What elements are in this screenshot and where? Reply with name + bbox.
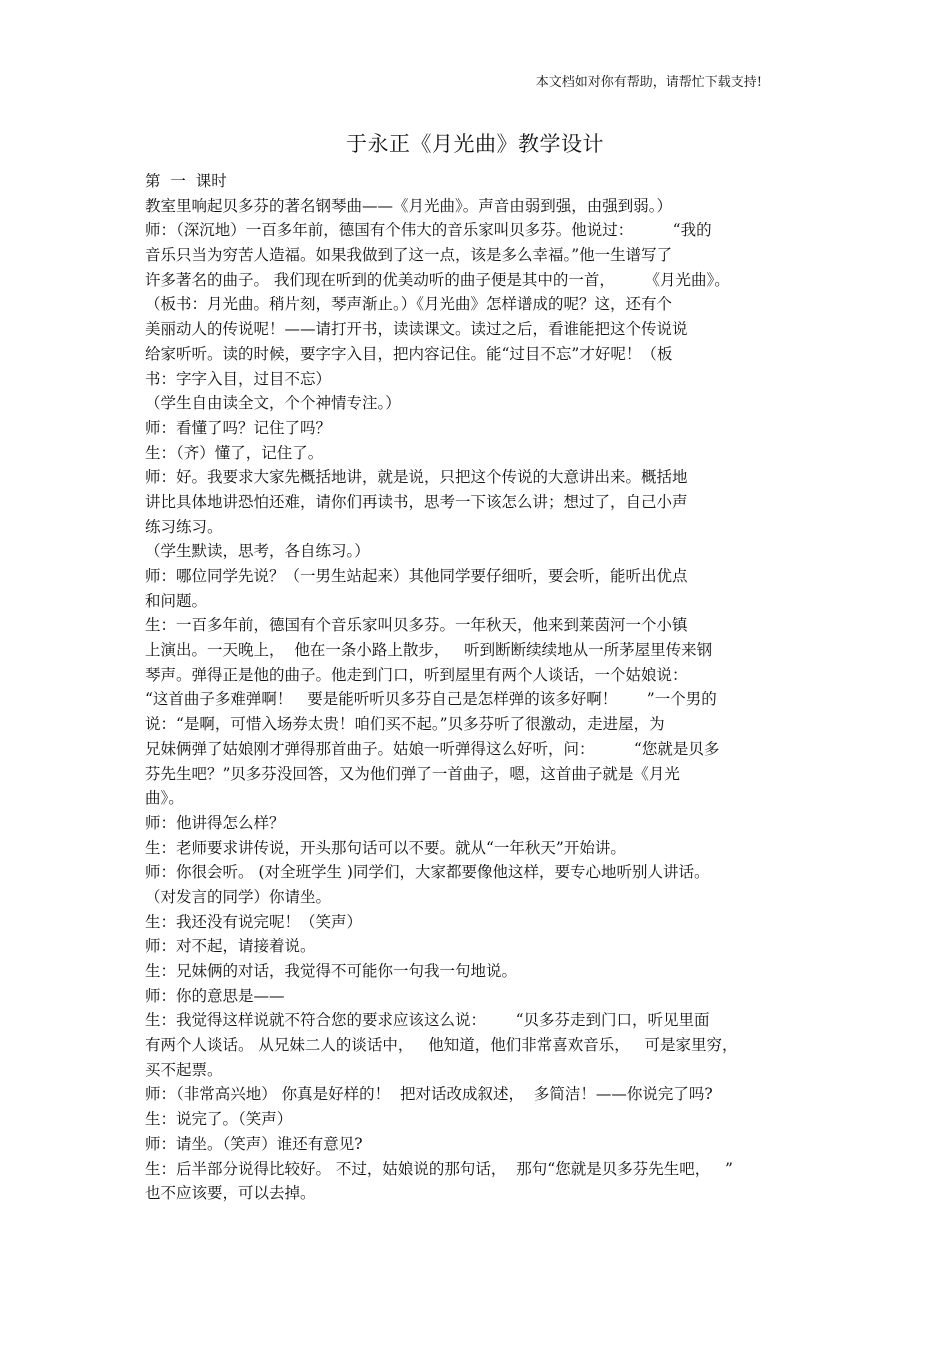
document-title: 于永正《月光曲》教学设计: [346, 132, 604, 156]
text-line: 师：好。我要求大家先概括地讲，就是说，只把这个传说的大意讲出来。概括地: [145, 468, 688, 487]
text-line: 给家听听。读的时候，要字字入目，把内容记住。能“过目不忘”才好呢！（板: [145, 344, 673, 363]
document-body: [145, 169, 815, 1206]
text-line: 生：（齐）懂了，记住了。: [145, 443, 324, 462]
text-line: 教室里响起贝多芬的著名钢琴曲——《月光曲》。声音由弱到强，由强到弱。）: [145, 196, 673, 215]
text-line: 生：后半部分说得比较好。 不过，姑娘说的那句话， 那句“您就是贝多芬先生吧， ”: [145, 1159, 733, 1178]
text-line: 琴声。弹得正是他的曲子。他走到门口，听到屋里有两个人谈话，一个姑娘说：: [145, 665, 688, 684]
text-line: （学生默读，思考，各自练习。）: [145, 542, 370, 561]
text-line: 生：说完了。（笑声）: [145, 1110, 293, 1129]
text-line: 师：你的意思是——: [145, 986, 285, 1005]
text-line: 师：你很会听。 (对全班学生 )同学们，大家都要像他这样，要专心地听别人讲话。: [145, 863, 710, 882]
text-line: 也不应该要，可以去掉。: [145, 1184, 316, 1203]
text-line: 师：（非常高兴地） 你真是好样的！ 把对话改成叙述， 多简洁！——你说完了吗?: [145, 1085, 713, 1104]
text-line: 师：请坐。（笑声）谁还有意见?: [145, 1134, 363, 1153]
text-line: 讲比具体地讲恐怕还难，请你们再读书，思考一下该怎么讲；想过了，自己小声: [145, 492, 688, 511]
text-line: 师：（深沉地）一百多年前，德国有个伟大的音乐家叫贝多芬。他说过： “我的: [145, 221, 712, 240]
text-line: 生：老师要求讲传说，开头那句话可以不要。就从“一年秋天”开始讲。: [145, 838, 626, 857]
text-line: 书：字字入目，过目不忘）: [145, 369, 332, 388]
text-line: 许多著名的曲子。 我们现在听到的优美动听的曲子便是其中的一首， 《月光曲》。: [145, 270, 730, 289]
text-line: 生：我还没有说完呢！（笑声）: [145, 912, 363, 931]
text-line: 上演出。一天晚上， 他在一条小路上散步， 听到断断续续地从一所茅屋里传来钢: [145, 641, 713, 660]
text-line: 生：我觉得这样说就不符合您的要求应该这么说： “贝多芬走到门口，听见里面: [145, 1011, 710, 1030]
text-line: “这首曲子多难弹啊！ 要是能听听贝多芬自己是怎样弹的该多好啊！ ”一个男的: [145, 690, 717, 709]
text-line: 芬先生吧？”贝多芬没回答，又为他们弹了一首曲子，嗯，这首曲子就是《月光: [145, 764, 680, 783]
text-line: 练习练习。: [145, 517, 223, 536]
text-line: 生：一百多年前，德国有个音乐家叫贝多芬。一年秋天，他来到莱茵河一个小镇: [145, 616, 688, 635]
text-line: （对发言的同学）你请坐。: [145, 887, 332, 906]
text-line: 第 一 课时: [145, 172, 227, 190]
text-line: 生：兄妹俩的对话，我觉得不可能你一句我一句地说。: [145, 962, 518, 980]
text-line: （学生自由读全文，个个神情专注。）: [145, 394, 401, 413]
text-line: 师：对不起，请接着说。: [145, 937, 316, 956]
text-line: 师：看懂了吗？记住了吗？: [145, 418, 332, 437]
text-line: 有两个人谈话。 从兄妹二人的谈话中， 他知道，他们非常喜欢音乐， 可是家里穷，: [145, 1036, 738, 1055]
text-line: 师：他讲得怎么样？: [145, 813, 285, 832]
text-line: 说：“是啊，可惜入场券太贵！咱们买不起。”贝多芬听了很激动，走进屋，为: [145, 715, 665, 734]
text-line: 兄妹俩弹了姑娘刚才弹得那首曲子。姑娘一听弹得这么好听，问： “您就是贝多: [145, 739, 720, 758]
header-note: 本文档如对你有帮助，请帮忙下载支持!: [535, 75, 762, 90]
text-line: 和问题。: [145, 591, 208, 610]
text-line: 美丽动人的传说呢！——请打开书，读读课文。读过之后，看谁能把这个传说说: [145, 320, 688, 339]
text-line: 买不起票。: [145, 1060, 223, 1079]
text-line: 曲》。: [145, 789, 184, 808]
text-line: （板书：月光曲。稍片刻，琴声渐止。）《月光曲》怎样谱成的呢？这，还有个: [145, 295, 673, 314]
text-line: 音乐只当为穷苦人造福。如果我做到了这一点，该是多么幸福。”他一生谱写了: [145, 246, 673, 265]
text-line: 师：哪位同学先说？（一男生站起来）其他同学要仔细听，要会听，能听出优点: [145, 567, 688, 585]
